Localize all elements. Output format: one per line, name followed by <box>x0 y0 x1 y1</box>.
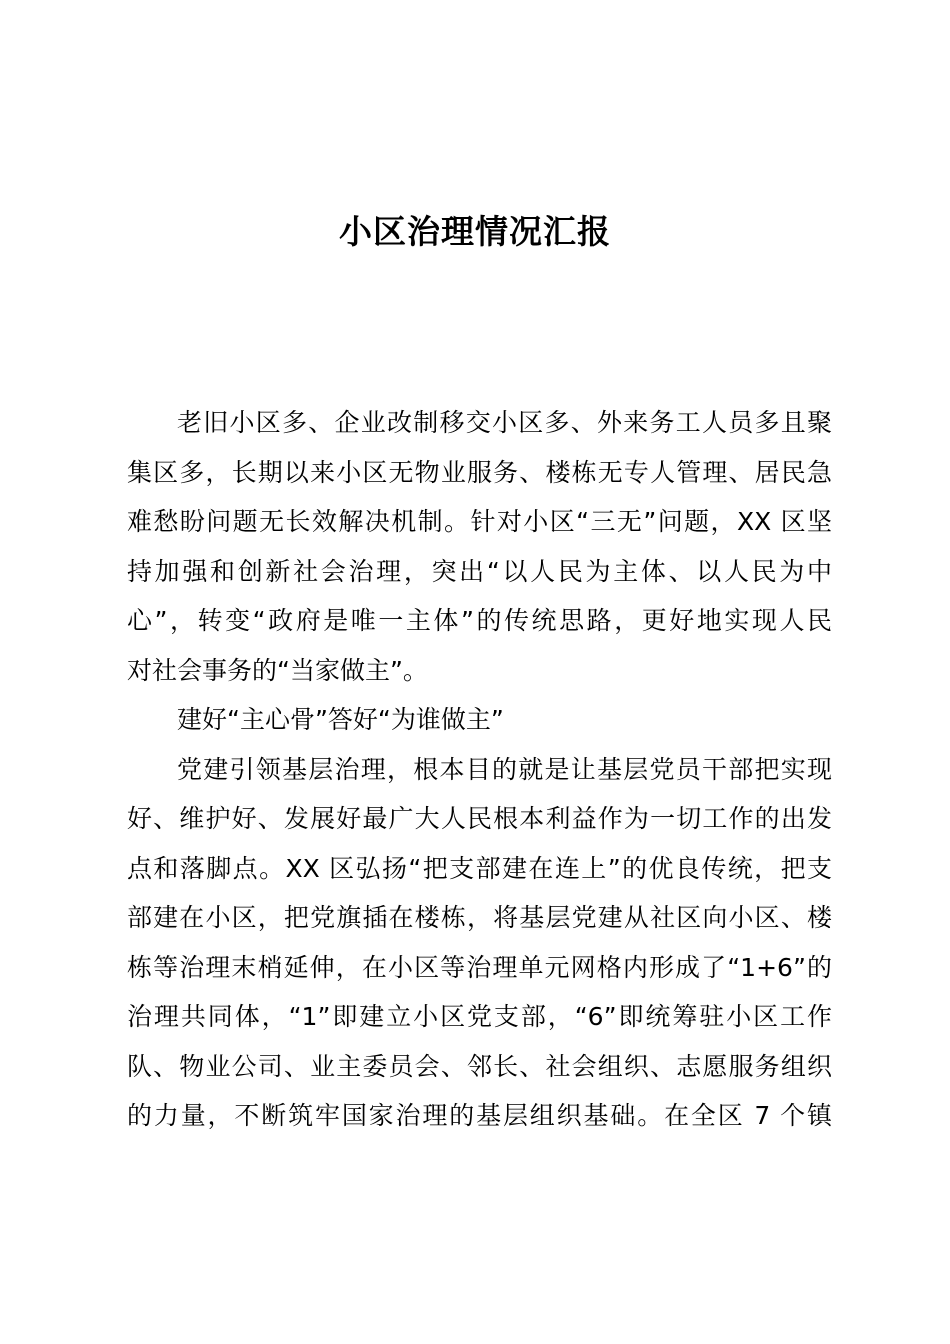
text-line: 的力量，不断筑牢国家治理的基层组织基础。在全区 7 个镇 <box>127 1101 832 1130</box>
document-body <box>127 398 832 1141</box>
text-line: 建好“主心骨”答好“为谁做主” <box>177 705 504 734</box>
document-title: 小区治理情况汇报 <box>339 212 611 251</box>
text-line: 好、维护好、发展好最广大人民根本利益作为一切工作的出发 <box>127 804 832 833</box>
text-line: 心”，转变“政府是唯一主体”的传统思路，更好地实现人民 <box>127 606 832 635</box>
paragraph-party-building <box>127 745 832 1141</box>
text-line: 点和落脚点。XX 区弘扬“把支部建在连上”的优良传统，把支 <box>127 853 832 883</box>
text-line: 治理共同体，“1”即建立小区党支部，“6”即统筹驻小区工作 <box>127 1002 832 1031</box>
text-line: 对社会事务的“当家做主”。 <box>127 655 428 685</box>
text-line: 难愁盼问题无长效解决机制。针对小区“三无”问题，XX 区坚 <box>127 507 832 536</box>
text-line: 老旧小区多、企业改制移交小区多、外来务工人员多且聚 <box>177 408 832 437</box>
text-line: 持加强和创新社会治理，突出“以人民为主体、以人民为中 <box>127 556 832 586</box>
paragraph-intro <box>127 398 832 695</box>
text-line: 部建在小区，把党旗插在楼栋，将基层党建从社区向小区、楼 <box>127 903 832 932</box>
text-line: 集区多，长期以来小区无物业服务、楼栋无专人管理、居民急 <box>127 457 832 487</box>
section-heading <box>127 695 832 745</box>
text-line: 党建引领基层治理，根本目的就是让基层党员干部把实现 <box>177 754 832 784</box>
text-line: 队、物业公司、业主委员会、邻长、社会组织、志愿服务组织 <box>127 1051 832 1081</box>
text-line: 栋等治理末梢延伸，在小区等治理单元网格内形成了“1+6”的 <box>127 952 832 982</box>
